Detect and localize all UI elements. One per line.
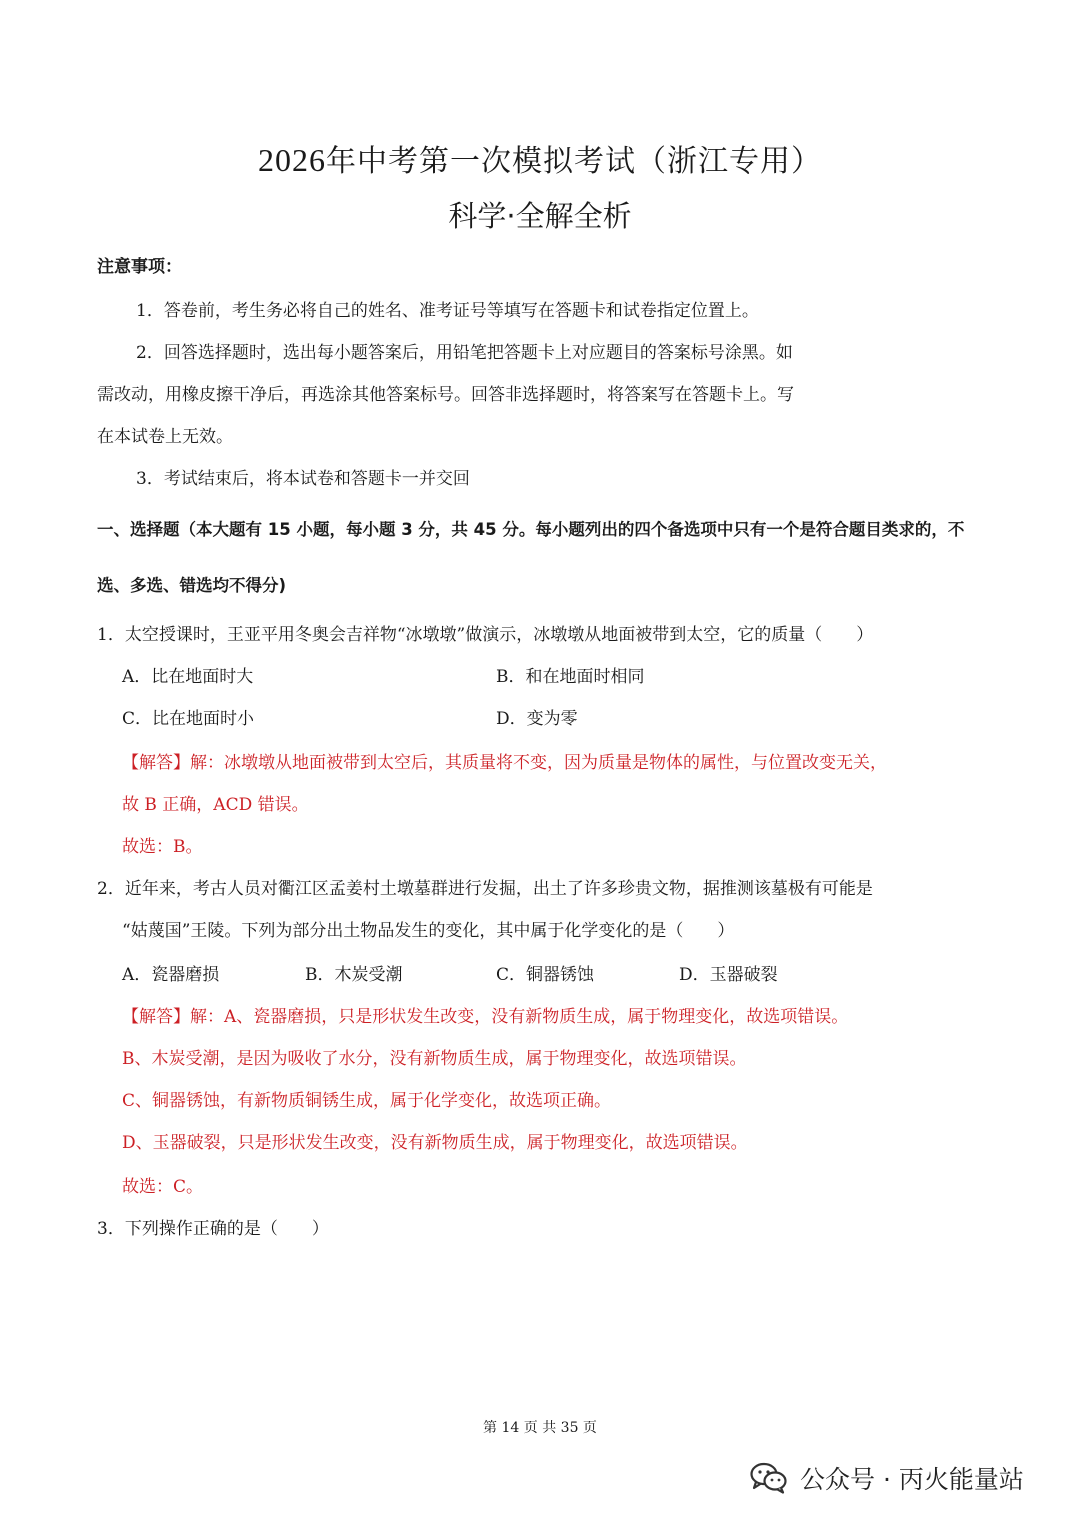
question-1-choice: 故选：B。 bbox=[122, 837, 203, 857]
notice-heading: 注意事项： bbox=[97, 257, 182, 277]
page-title bbox=[0, 136, 1080, 180]
question-2-answer-line-3: C、铜器锈蚀，有新物质铜锈生成，属于化学变化，故选项正确。 bbox=[122, 1091, 612, 1111]
question-2-choice: 故选：C。 bbox=[122, 1177, 204, 1197]
section-heading-line-2: 选、多选、错选均不得分) bbox=[97, 576, 287, 595]
question-1-stem: 1．太空授课时，王亚平用冬奥会吉祥物“冰墩墩”做演示，冰墩墩从地面被带到太空，它的质量（ ） bbox=[97, 625, 874, 645]
wechat-icon bbox=[750, 1462, 788, 1494]
question-2-answer-line-2: B、木炭受潮，是因为吸收了水分，没有新物质生成，属于物理变化，故选项错误。 bbox=[122, 1049, 747, 1069]
question-2-answer-line-1: 【解答】解：A、瓷器磨损，只是形状发生改变，没有新物质生成，属于物理变化，故选项错误。 bbox=[122, 1007, 849, 1027]
notice-item-2-line-2: 需改动，用橡皮擦干净后，再选涂其他答案标号。回答非选择题时，将答案写在答题卡上。写 bbox=[97, 385, 794, 405]
watermark bbox=[750, 1460, 1024, 1496]
question-2-option-a: A．瓷器磨损 bbox=[122, 965, 220, 985]
question-1-option-b: B．和在地面时相同 bbox=[496, 667, 645, 687]
question-2-stem-line-1: 2．近年来，考古人员对衢江区孟姜村土墩墓群进行发掘，出土了许多珍贵文物，据推测该墓极有可能是 bbox=[97, 879, 873, 899]
notice-item-2-line-3: 在本试卷上无效。 bbox=[97, 427, 233, 447]
notice-item-1: 1．答卷前，考生务必将自己的姓名、准考证号等填写在答题卡和试卷指定位置上。 bbox=[136, 301, 759, 321]
question-1-option-d: D．变为零 bbox=[496, 709, 578, 729]
title-text: 年中考第一次模拟考试（浙江专用） bbox=[326, 144, 822, 179]
notice-item-3: 3．考试结束后，将本试卷和答题卡一并交回 bbox=[136, 469, 470, 489]
question-2-option-d: D．玉器破裂 bbox=[679, 965, 778, 985]
question-2-option-b: B．木炭受潮 bbox=[305, 965, 403, 985]
question-1-answer-line-1: 【解答】解：冰墩墩从地面被带到太空后，其质量将不变，因为质量是物体的属性，与位置改变无关， bbox=[122, 753, 887, 773]
question-2-option-c: C．铜器锈蚀 bbox=[496, 965, 595, 985]
watermark-text: 公众号 · 丙火能量站 bbox=[800, 1465, 1024, 1494]
section-heading-line-1: 一、选择题（本大题有 15 小题，每小题 3 分，共 45 分。每小题列出的四个备选项中只有一个是符合题目类求的，不 bbox=[97, 520, 965, 539]
question-2-answer-line-4: D、玉器破裂，只是形状发生改变，没有新物质生成，属于物理变化，故选项错误。 bbox=[122, 1133, 748, 1153]
question-2-stem-line-2: “姑蔑国”王陵。下列为部分出土物品发生的变化，其中属于化学变化的是（ ） bbox=[122, 921, 735, 941]
notice-item-2-line-1: 2．回答选择题时，选出每小题答案后，用铅笔把答题卡上对应题目的答案标号涂黑。如 bbox=[136, 343, 793, 363]
page-subtitle: 科学·全解全析 bbox=[448, 199, 632, 233]
question-1-option-c: C．比在地面时小 bbox=[122, 709, 255, 729]
question-1-option-a: A．比在地面时大 bbox=[122, 667, 254, 687]
title-year: 2026 bbox=[258, 142, 326, 178]
question-3-stem: 3．下列操作正确的是（ ） bbox=[97, 1219, 329, 1239]
question-1-answer-line-2: 故 B 正确，ACD 错误。 bbox=[122, 795, 309, 815]
page-number: 第 14 页 共 35 页 bbox=[483, 1420, 597, 1436]
